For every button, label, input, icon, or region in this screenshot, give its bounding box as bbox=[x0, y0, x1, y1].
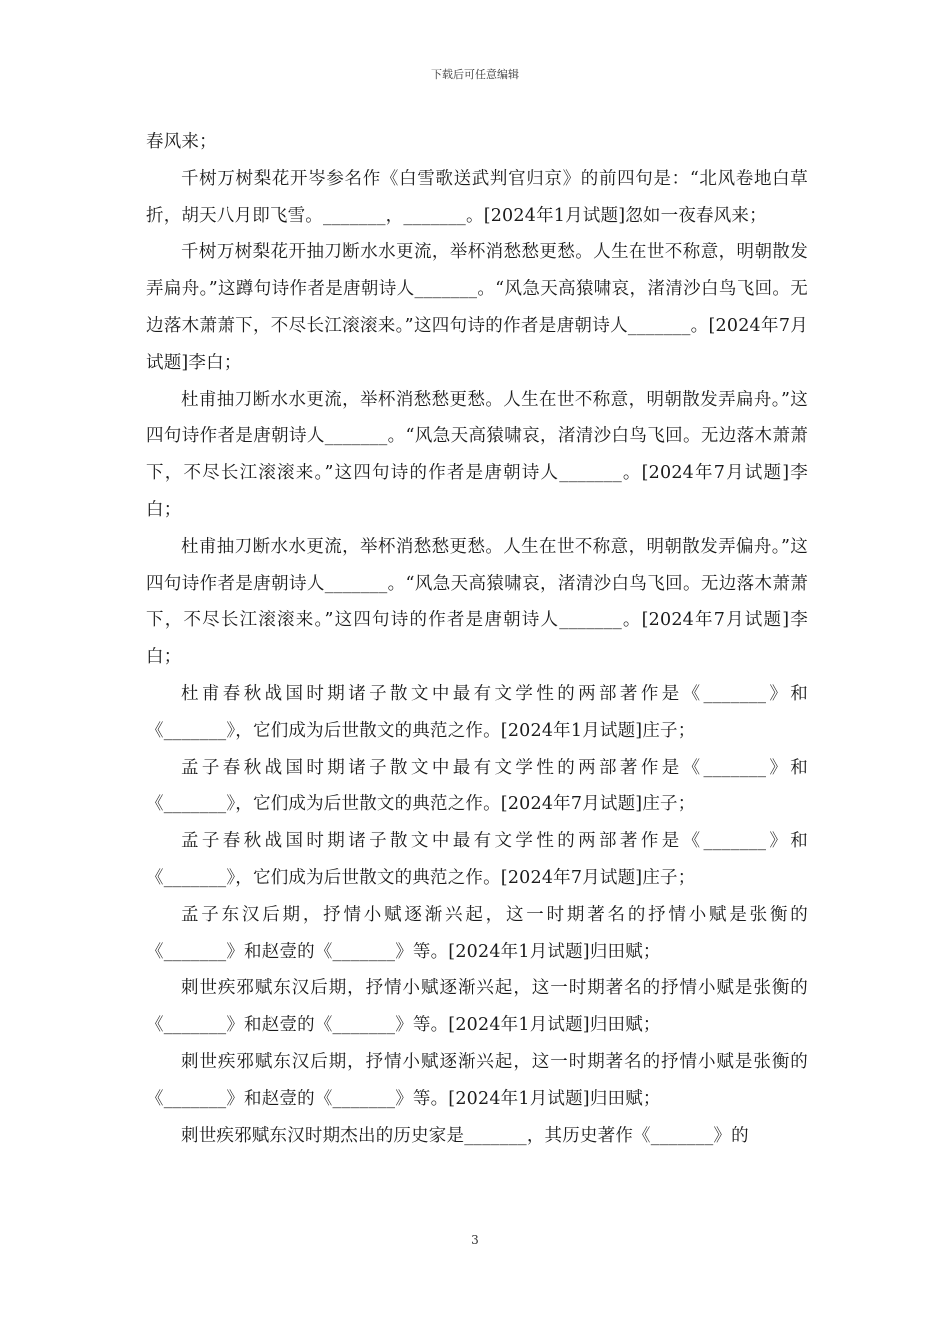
paragraph-9: 孟子东汉后期，抒情小赋逐渐兴起，这一时期著名的抒情小赋是张衡的《_______》和赵壹的《_______》等。[2024年1月试题]归田赋； bbox=[146, 904, 808, 962]
page-header: 下载后可任意编辑 bbox=[431, 68, 519, 81]
paragraph-2: 千树万树梨花开岑参名作《白雪歌送武判官归京》的前四句是：“北风卷地白草折，胡天八月即飞雪。_______，_______。[2024年1月试题]忽如一夜春风来； bbox=[146, 168, 808, 226]
paragraph-10: 刺世疾邪赋东汉后期，抒情小赋逐渐兴起，这一时期著名的抒情小赋是张衡的《_______》和赵壹的《_______》等。[2024年1月试题]归田赋； bbox=[146, 978, 808, 1036]
paragraph-5: 杜甫抽刀断水水更流，举杯消愁愁更愁。人生在世不称意，明朝散发弄偏舟。”这四句诗作者是唐朝诗人_______。“风急天高猿啸哀，渚清沙白鸟飞回。无边落木萧萧下，不尽长江滚滚来。”这四句诗的作者是唐朝诗人_______。[2024年7月试题]李白； bbox=[146, 536, 808, 668]
paragraph-11: 刺世疾邪赋东汉后期，抒情小赋逐渐兴起，这一时期著名的抒情小赋是张衡的《_______》和赵壹的《_______》等。[2024年1月试题]归田赋； bbox=[146, 1051, 808, 1109]
paragraph-1: 春风来； bbox=[146, 132, 217, 152]
document-body bbox=[146, 124, 808, 1154]
paragraph-12: 刺世疾邪赋东汉时期杰出的历史家是_______，其历史著作《_______》的 bbox=[181, 1125, 749, 1146]
paragraph-7: 孟子春秋战国时期诸子散文中最有文学性的两部著作是《_______》和《_______》，它们成为后世散文的典范之作。[2024年7月试题]庄子； bbox=[146, 757, 808, 815]
page-number: 3 bbox=[471, 1233, 479, 1247]
paragraph-8: 孟子春秋战国时期诸子散文中最有文学性的两部著作是《_______》和《_______》，它们成为后世散文的典范之作。[2024年7月试题]庄子； bbox=[146, 831, 808, 888]
paragraph-6: 杜甫春秋战国时期诸子散文中最有文学性的两部著作是《_______》和《_______》，它们成为后世散文的典范之作。[2024年1月试题]庄子； bbox=[146, 683, 808, 741]
paragraph-3: 千树万树梨花开抽刀断水水更流，举杯消愁愁更愁。人生在世不称意，明朝散发弄扁舟。”这蹲句诗作者是唐朝诗人_______。“风急天高猿啸哀，渚清沙白鸟飞回。无边落木萧萧下，不尽长江滚滚来。”这四句诗的作者是唐朝诗人_______。[2024年7月试题]李白； bbox=[146, 242, 808, 373]
paragraph-4: 杜甫抽刀断水水更流，举杯消愁愁更愁。人生在世不称意，明朝散发弄扁舟。”这四句诗作者是唐朝诗人_______。“风急天高猿啸哀，渚清沙白鸟飞回。无边落木萧萧下，不尽长江滚滚来。”这四句诗的作者是唐朝诗人_______。[2024年7月试题]李白； bbox=[146, 389, 808, 520]
